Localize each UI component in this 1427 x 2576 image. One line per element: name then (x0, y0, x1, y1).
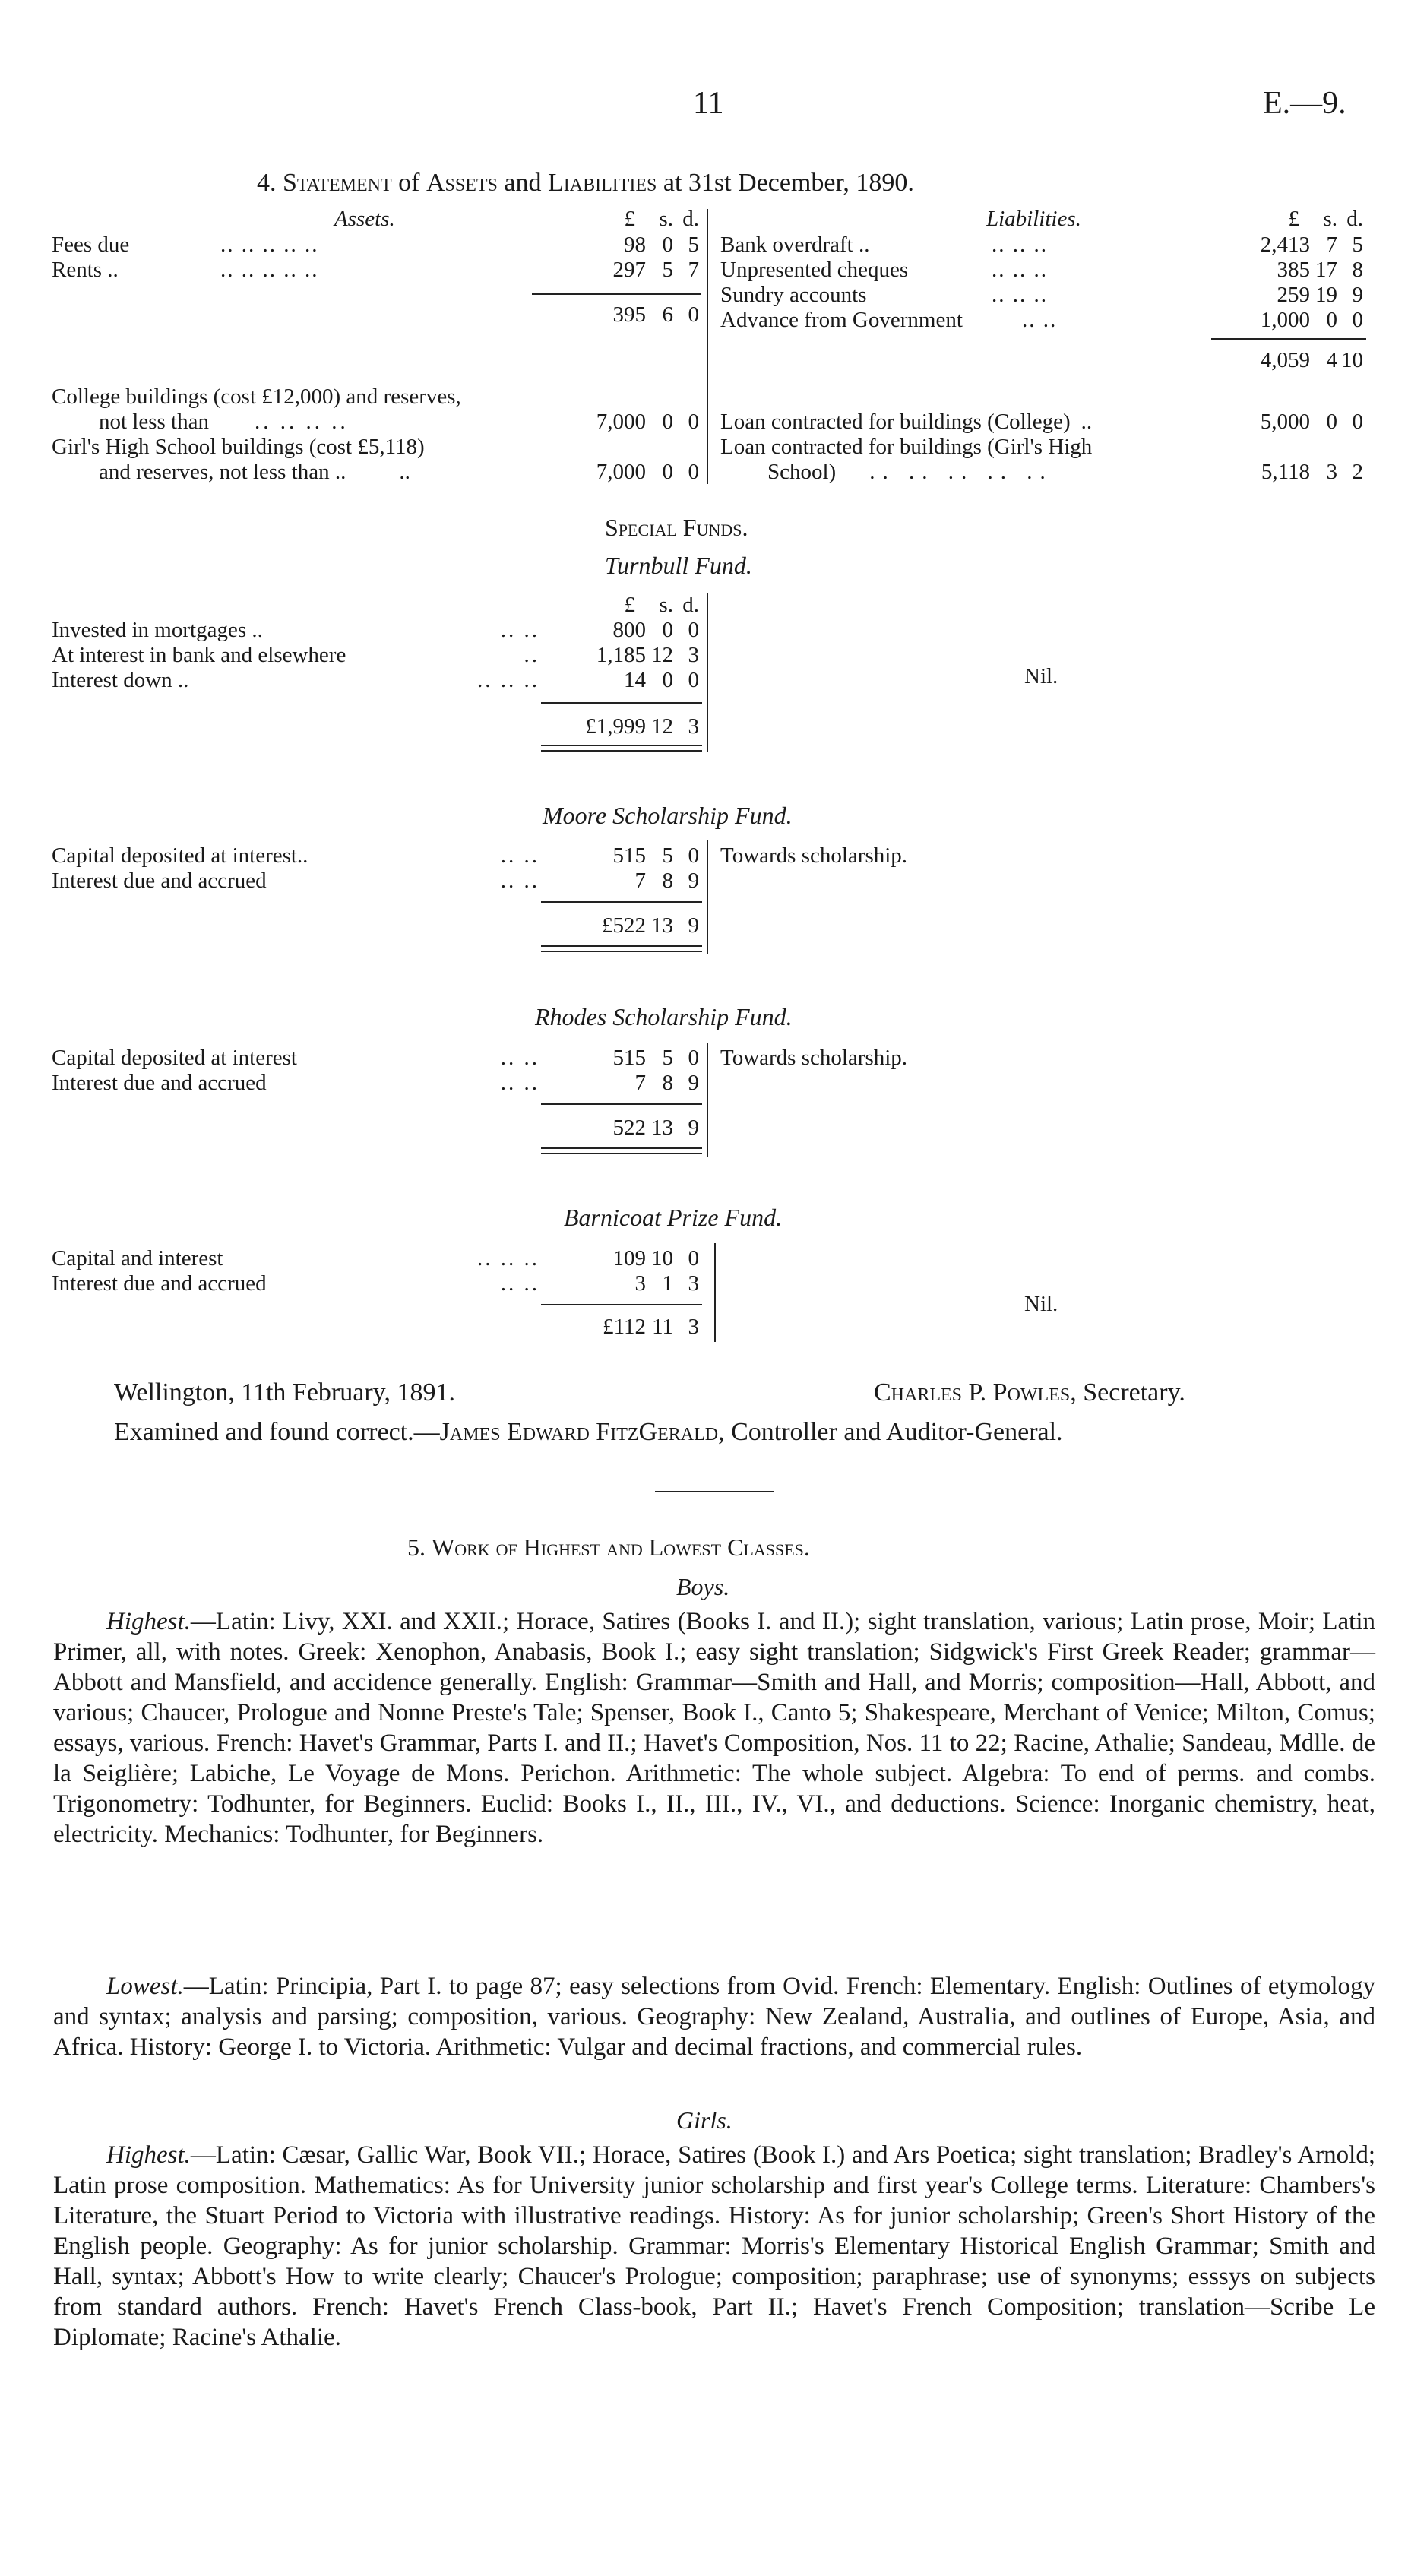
liability-row: Advance from Government (720, 308, 963, 332)
section-separator (655, 1491, 774, 1492)
moore-fund-title: Moore Scholarship Fund. (543, 802, 793, 829)
page-number: 11 (693, 86, 724, 121)
assets-labels (52, 233, 129, 283)
liabilities-leaders: .. .. .. .. .. .. .. .. .. .. .. (992, 233, 1058, 332)
girls-school-buildings-amount: 7,000 0 0 (596, 460, 699, 484)
moore-liability: Towards scholarship. (720, 843, 908, 868)
barnicoat-labels (52, 1246, 267, 1296)
barnicoat-leaders: .. .. .. .. .. (477, 1246, 539, 1296)
moore-total: £522 13 9 (602, 913, 699, 938)
boys-highest-paragraph: Highest.—Latin: Livy, XXI. and XXII.; Horace, Satires (Books I. and II.); sight translation, various; Latin prose, Moir; Latin Primer, all, with notes. Greek: Xenophon, Anabasis, Book I.; easy sight translation; Sidgwick's First Greek Reader; grammar—Abbott and Mansfield, and accidence generally. English: Grammar—Smith and Hall, and Morris; composition—Hall, Abbott, and various; Chaucer, Prologue and Nonne Preste's Tale; Spenser, Book I., Canto 5; Shakespeare, Merchant of Venice; Milton, Comus; essays, various. French: Havet's Grammar, Parts I. and II.; Havet's Composition, Nos. 11 to 22; Racine, Athalie; Sandeau, Mdlle. de la Seiglière; Labiche, Le Voyage de Mons. Perichon. Arithmetic: The whole subject. Algebra: To end of perms. and combs. Trigonometry: Todhunter, for Beginners. Euclid: Books I., II., III., IV., VI., and deductions. Science: Inorganic chemistry, heat, electricity. Mechanics: Todhunter, for Beginners. (53, 1608, 1375, 1848)
turnbull-money-header: £ s. d. (624, 593, 699, 617)
liability-row: Sundry accounts (720, 283, 867, 307)
special-funds-heading: Special Funds. (605, 514, 748, 541)
loan-college-amount: 5,000 0 0 (1260, 410, 1363, 434)
liabilities-heading: Liabilities. (986, 207, 1081, 231)
fund-row: Capital deposited at interest (52, 1046, 297, 1070)
fund-row: Interest down .. (52, 668, 189, 692)
barnicoat-divider (714, 1243, 716, 1342)
document-reference: E.—9. (1263, 86, 1346, 121)
barnicoat-amounts: 109 10 0 3 1 3 (612, 1246, 699, 1296)
turnbull-labels (52, 618, 346, 693)
rhodes-divider (707, 1043, 708, 1157)
liabilities-subtotal-rule (1211, 338, 1366, 340)
assets-amounts: 98 0 5 297 5 7 (612, 233, 699, 282)
assets-total: 395 6 0 (612, 302, 699, 327)
work-section-title: 5. Work of Highest and Lowest Classes. (407, 1533, 810, 1561)
rhodes-liability: Towards scholarship. (720, 1046, 908, 1070)
girls-heading: Girls. (676, 2106, 732, 2134)
girls-highest-paragraph: Highest.—Latin: Cæsar, Gallic War, Book VII.; Horace, Satires (Book I.) and Ars Poetica; sight translation; Bradley's Arnold; Latin prose composition. Mathematics: As for University junior scholarship and first year's College terms. Literature: Chambers's Literature, the Stuart Period to Victoria with illustrative readings. History: As for junior scholarship; Green's Short History of the English people. Geography: As for junior scholarship. Grammar: Morris's Elementary Historical English Grammar; Smith and Hall, syntax; Abbott's How to write clearly; Chaucer's Prologue; composition; paraphrase; use of synonyms; esssys on subjects from standard authors. French: Havet's French Class-book, Part II.; Havet's French Composition; translation—Scribe Le Diplomate; Racine's Athalie. (53, 2141, 1375, 2351)
boys-heading: Boys. (676, 1573, 730, 1600)
turnbull-leaders: .. .. .. .. .. .. (477, 618, 539, 692)
liabilities-amounts: 2,413 7 5 385 17 8 259 19 9 1,000 0 0 (1260, 233, 1363, 332)
assets-subtotal-rule (532, 293, 701, 295)
place-and-date: Wellington, 11th February, 1891. (114, 1378, 455, 1407)
moore-leaders: .. .. .. .. (500, 843, 539, 893)
moore-subtotal-rule (541, 901, 702, 903)
assets-heading: Assets. (334, 207, 395, 231)
turnbull-fund-title: Turnbull Fund. (605, 552, 752, 579)
turnbull-divider (707, 593, 708, 752)
assets-money-header: £ s. d. (624, 207, 699, 231)
college-buildings-amount: 7,000 0 0 (596, 410, 699, 434)
fund-row: Interest due and accrued (52, 1271, 267, 1296)
loan-college: Loan contracted for buildings (College) .. (720, 410, 1093, 434)
turnbull-amounts: 800 0 0 1,185 12 3 14 0 0 (596, 618, 699, 692)
boys-lowest-paragraph: Lowest.—Latin: Principia, Part I. to page 87; easy selections from Ovid. French: Elementary. English: Outlines of etymology and syntax; analysis and parsing; composition, various. Geography: New Zealand, Australia, and outlines of Europe, Asia, and Africa. History: George I. to Victoria. Arithmetic: Vulgar and decimal fractions, and commercial rules. (53, 1973, 1375, 2061)
moore-divider (707, 840, 708, 954)
liabilities-labels (720, 233, 963, 333)
rhodes-leaders: .. .. .. .. (500, 1046, 539, 1095)
assets-leaders: .. .. .. .. .. .. .. .. .. .. (220, 233, 319, 282)
loan-girls-school: Loan contracted for buildings (Girl's High School) .. .. .. .. .. (720, 435, 1093, 484)
moore-amounts: 515 5 0 7 8 9 (612, 843, 699, 893)
fund-row: Invested in mortgages .. (52, 618, 263, 642)
rhodes-total-double-rule (541, 1147, 702, 1154)
college-buildings: College buildings (cost £12,000) and reserves, not less than .. .. .. .. (52, 385, 461, 434)
asset-row: Rents .. (52, 258, 119, 282)
asset-row: Fees due (52, 233, 130, 257)
turnbull-liability: Nil. (1024, 664, 1058, 688)
turnbull-subtotal-rule (541, 702, 702, 704)
barnicoat-fund-title: Barnicoat Prize Fund. (564, 1204, 783, 1231)
liability-row: Unpresented cheques (720, 258, 909, 282)
statement-divider (707, 209, 708, 484)
fund-row: Interest due and accrued (52, 1071, 267, 1095)
secretary-signature: Charles P. Powles, Secretary. (874, 1378, 1185, 1407)
statement-title: 4. Statement of Assets and Liabilities at 31st December, 1890. (257, 169, 914, 197)
auditor-certification: Examined and found correct.—James Edward FitzGerald, Controller and Auditor-General. (114, 1418, 1063, 1446)
fund-row: At interest in bank and elsewhere (52, 643, 346, 667)
barnicoat-subtotal-rule (541, 1304, 702, 1305)
fund-row: Capital and interest (52, 1246, 223, 1271)
turnbull-total: £1,999 12 3 (585, 714, 699, 739)
barnicoat-liability: Nil. (1024, 1292, 1058, 1316)
fund-row: Capital deposited at interest.. (52, 843, 308, 868)
rhodes-subtotal-rule (541, 1103, 702, 1105)
turnbull-total-double-rule (541, 745, 702, 752)
liability-row: Bank overdraft .. (720, 233, 870, 257)
moore-total-double-rule (541, 945, 702, 952)
loan-girls-school-amount: 5,118 3 2 (1261, 460, 1363, 484)
rhodes-amounts: 515 5 0 7 8 9 (612, 1046, 699, 1095)
rhodes-total: 522 13 9 (612, 1116, 699, 1140)
liabilities-total: 4,059 4 10 (1260, 348, 1363, 372)
moore-labels (52, 843, 308, 894)
girls-school-buildings: Girl's High School buildings (cost £5,118) and reserves, not less than .. .. (52, 435, 425, 484)
rhodes-fund-title: Rhodes Scholarship Fund. (535, 1003, 793, 1030)
rhodes-labels (52, 1046, 297, 1096)
fund-row: Interest due and accrued (52, 869, 267, 893)
liabilities-money-header: £ s. d. (1288, 207, 1363, 231)
barnicoat-total: £112 11 3 (603, 1315, 699, 1339)
